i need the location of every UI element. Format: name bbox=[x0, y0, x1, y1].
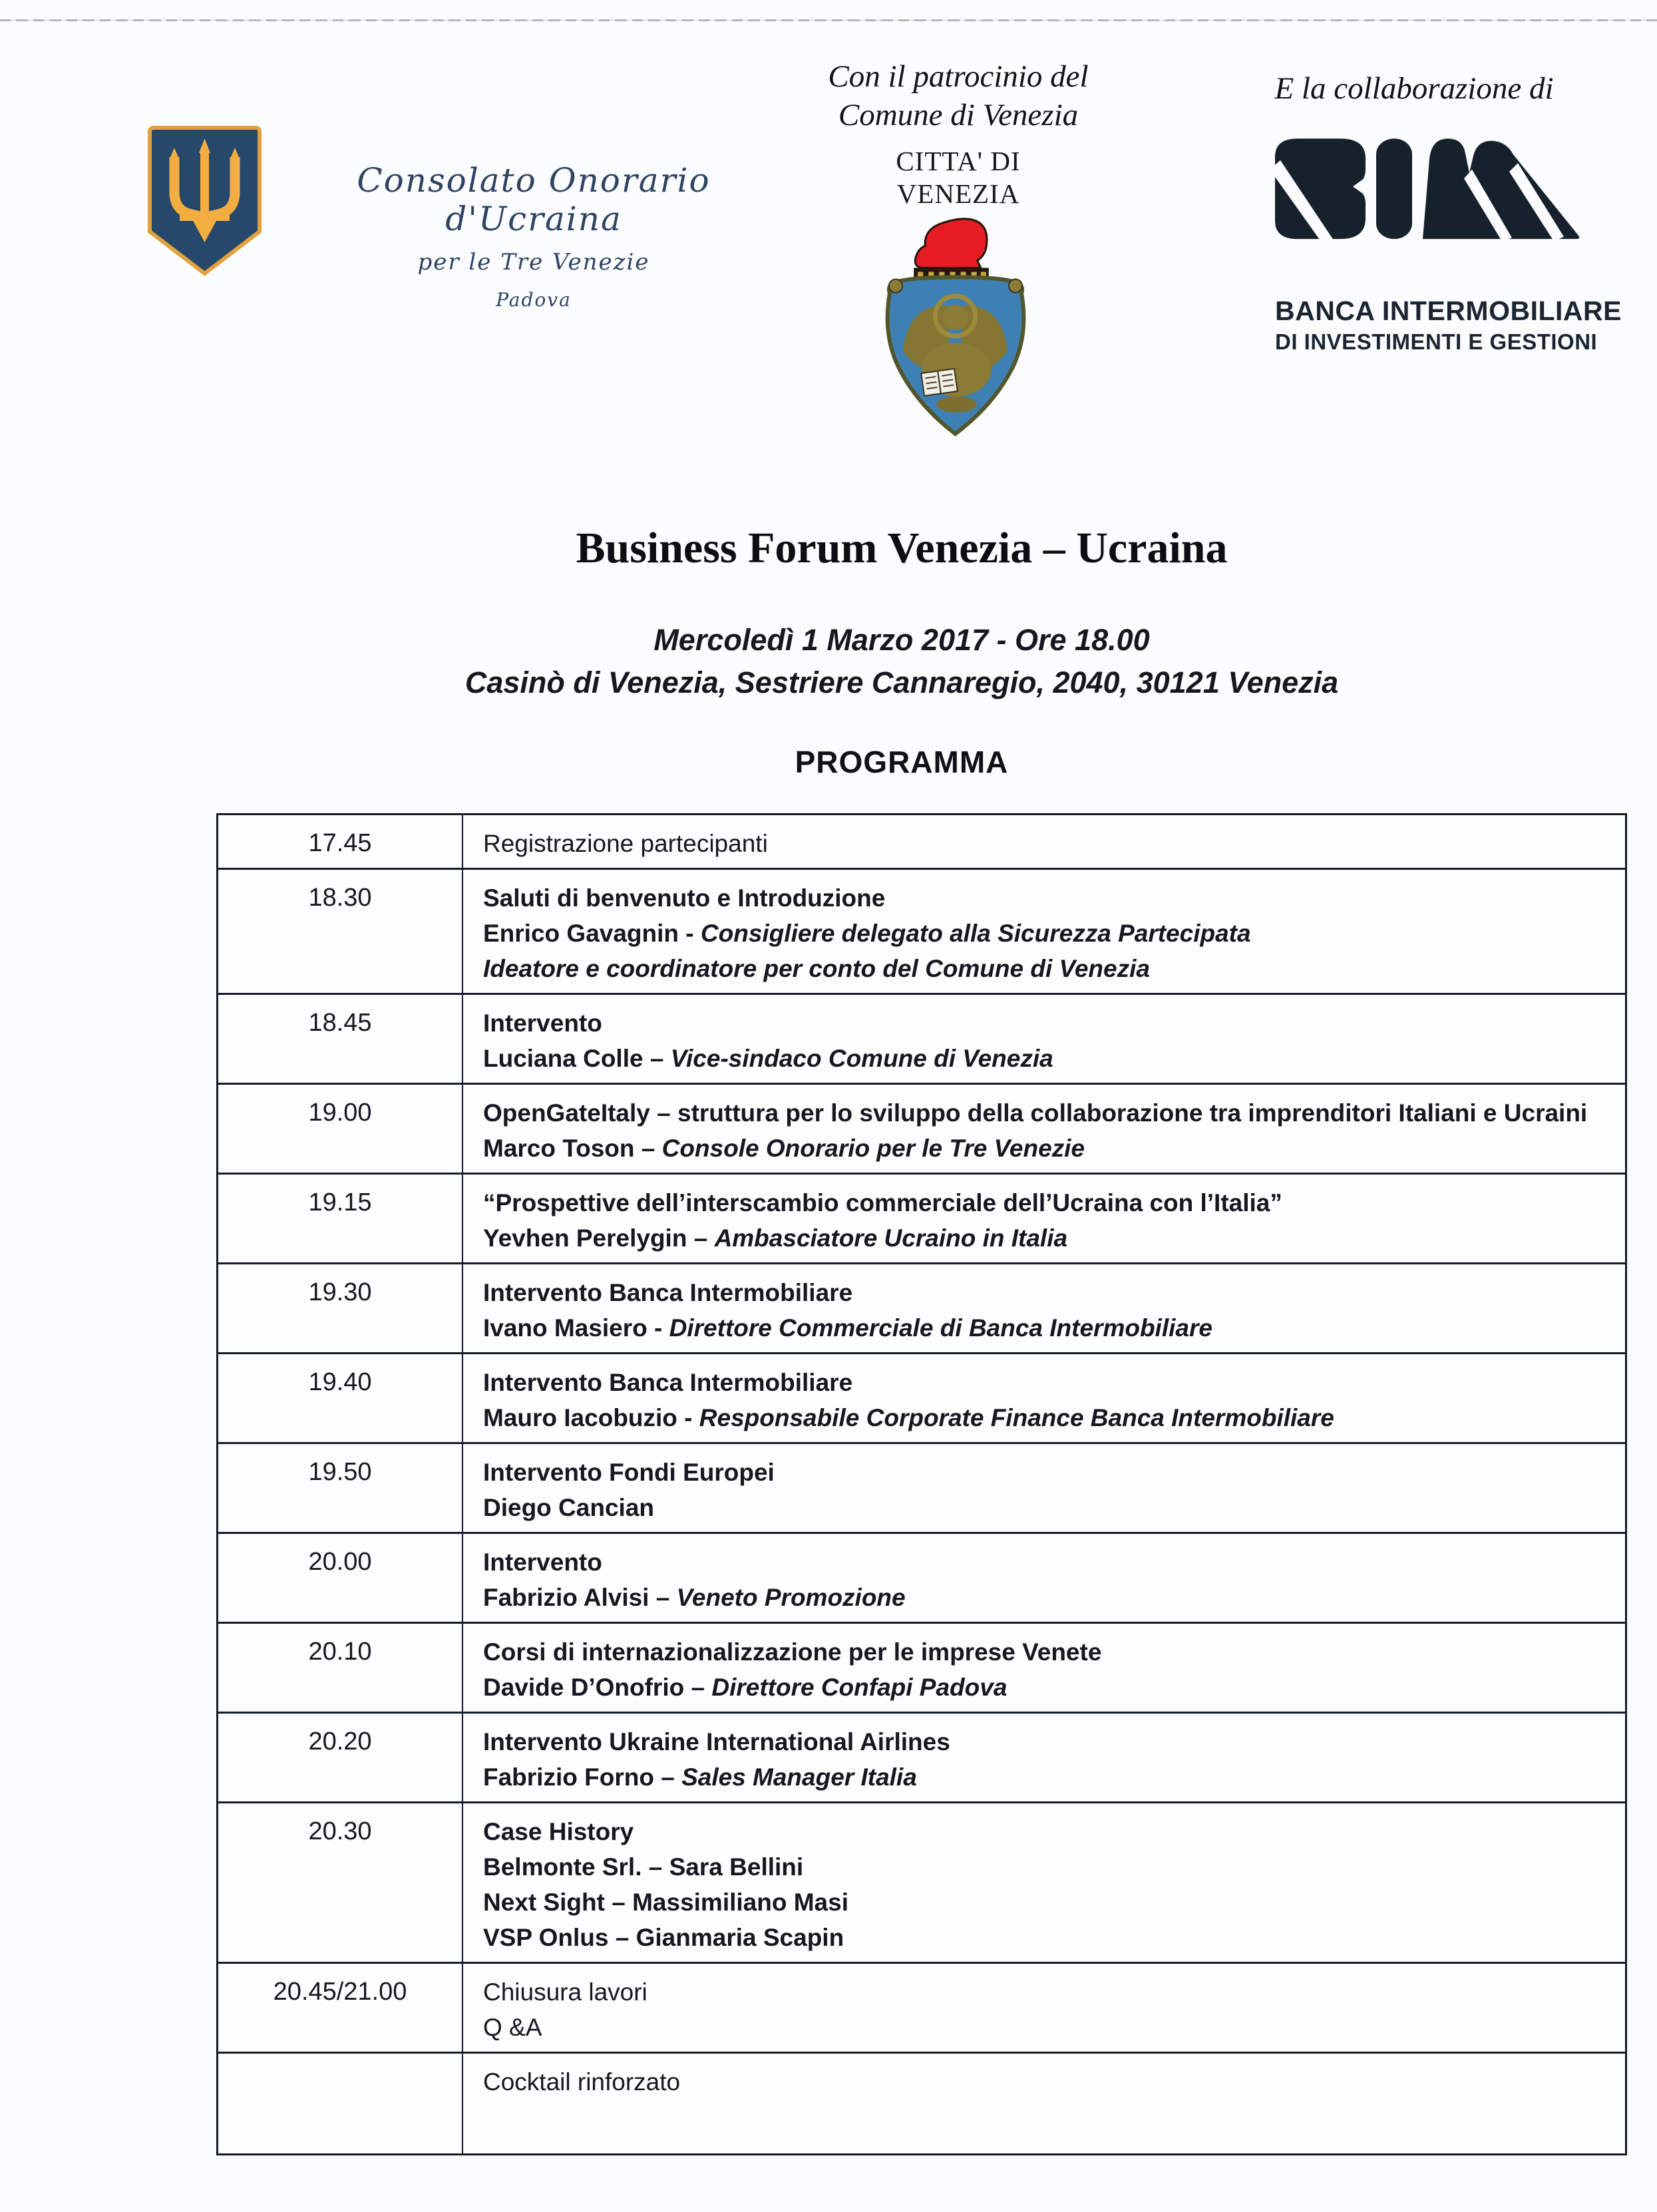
text-segment: Vice-sindaco Comune di Venezia bbox=[670, 1045, 1053, 1072]
description-line bbox=[483, 2010, 1616, 2045]
description-cell bbox=[463, 1444, 1625, 1532]
description-line bbox=[483, 2064, 1616, 2100]
text-segment: Intervento Fondi Europei bbox=[483, 1459, 775, 1486]
schedule-row bbox=[218, 1803, 1625, 1964]
time-cell: 20.30 bbox=[218, 1803, 463, 1962]
text-segment: Registrazione partecipanti bbox=[483, 830, 768, 857]
description-line bbox=[483, 1490, 1616, 1525]
venice-coat-of-arms-icon bbox=[880, 210, 1031, 445]
text-segment: Mauro Iacobuzio - bbox=[483, 1404, 699, 1431]
schedule-row bbox=[218, 1175, 1625, 1264]
schedule-row bbox=[218, 1354, 1625, 1444]
description-cell bbox=[463, 1714, 1625, 1801]
description-line bbox=[483, 1006, 1616, 1041]
text-segment: Chiusura lavori bbox=[483, 1978, 647, 2006]
text-segment: Luciana Colle – bbox=[483, 1045, 671, 1072]
time-cell: 20.10 bbox=[218, 1624, 463, 1712]
description-line bbox=[483, 951, 1616, 986]
text-segment: Veneto Promozione bbox=[676, 1584, 906, 1611]
text-segment: Marco Toson – bbox=[483, 1135, 662, 1162]
description-line bbox=[483, 1670, 1616, 1705]
text-segment: Yevhen Perelygin – bbox=[483, 1224, 715, 1252]
text-segment: Console Onorario per le Tre Venezie bbox=[661, 1135, 1085, 1162]
time-cell bbox=[218, 2054, 463, 2153]
schedule-row bbox=[218, 1264, 1625, 1354]
schedule-row bbox=[218, 870, 1625, 995]
bank-name-line2: DI INVESTIMENTI E GESTIONI bbox=[1275, 329, 1598, 354]
time-cell: 19.00 bbox=[218, 1085, 463, 1173]
text-segment: Ideatore e coordinatore per conto del Comune di Venezia bbox=[483, 955, 1150, 982]
description-line bbox=[483, 880, 1616, 916]
citta-di-venezia-label bbox=[759, 145, 1158, 210]
description-cell bbox=[463, 2054, 1625, 2153]
time-cell: 19.30 bbox=[218, 1264, 463, 1352]
text-segment: Ambasciatore Ucraino in Italia bbox=[714, 1224, 1068, 1252]
collaboration-text: E la collaborazione di bbox=[1274, 71, 1554, 106]
description-cell bbox=[463, 1085, 1625, 1173]
description-line bbox=[483, 1220, 1616, 1256]
time-cell: 18.30 bbox=[218, 870, 463, 993]
description-cell bbox=[463, 1964, 1625, 2052]
description-line bbox=[483, 1275, 1616, 1310]
consulate-city: Padova bbox=[496, 289, 572, 311]
event-date: Mercoledì 1 Marzo 2017 - Ore 18.00 bbox=[653, 623, 1150, 657]
time-cell: 20.20 bbox=[218, 1714, 463, 1801]
time-cell: 17.45 bbox=[218, 815, 463, 868]
consulate-title-block bbox=[287, 161, 780, 311]
description-line bbox=[483, 1131, 1616, 1166]
description-cell bbox=[463, 1624, 1625, 1712]
description-line bbox=[483, 1455, 1616, 1490]
bim-logo-icon bbox=[1268, 132, 1581, 244]
description-line bbox=[483, 1724, 1616, 1759]
text-segment: Consigliere delegato alla Sicurezza Partecipata bbox=[700, 920, 1251, 947]
time-cell: 19.50 bbox=[218, 1444, 463, 1532]
text-segment: Diego Cancian bbox=[483, 1494, 654, 1521]
schedule-row bbox=[218, 1444, 1625, 1534]
text-segment: Responsabile Corporate Finance Banca Intermobiliare bbox=[699, 1404, 1334, 1431]
text-segment: Intervento Ukraine International Airlines bbox=[483, 1728, 950, 1755]
text-segment: Belmonte Srl. – Sara Bellini bbox=[483, 1853, 804, 1881]
text-segment: Next Sight – Massimiliano Masi bbox=[483, 1889, 848, 1916]
patronage-line2: Comune di Venezia bbox=[838, 98, 1079, 132]
schedule-row bbox=[218, 1534, 1625, 1624]
text-segment: Enrico Gavagnin - bbox=[483, 920, 701, 947]
text-segment: Case History bbox=[483, 1818, 634, 1845]
description-cell bbox=[463, 995, 1625, 1083]
schedule-row bbox=[218, 815, 1625, 870]
schedule-row bbox=[218, 1964, 1625, 2054]
text-segment: Intervento Banca Intermobiliare bbox=[483, 1279, 853, 1306]
time-cell: 18.45 bbox=[218, 995, 463, 1083]
schedule-table bbox=[216, 813, 1627, 2155]
text-segment: Q &A bbox=[483, 2014, 542, 2041]
text-segment: Saluti di benvenuto e Introduzione bbox=[483, 884, 886, 912]
text-segment: Ivano Masiero - bbox=[483, 1314, 669, 1342]
text-segment: Cocktail rinforzato bbox=[483, 2068, 681, 2096]
text-segment: Fabrizio Alvisi – bbox=[483, 1584, 677, 1611]
description-line bbox=[483, 1759, 1616, 1795]
text-segment: Direttore Commerciale di Banca Intermobiliare bbox=[669, 1314, 1212, 1342]
citta-line2: VENEZIA bbox=[896, 178, 1020, 209]
text-segment: Direttore Confapi Padova bbox=[711, 1674, 1008, 1701]
description-line bbox=[483, 1545, 1616, 1580]
consulate-region: per le Tre Venezie bbox=[417, 249, 650, 276]
description-line bbox=[483, 1849, 1616, 1885]
text-segment: OpenGateItaly – struttura per lo sviluppo della collaborazione tra imprenditori Italiani e Ucraini bbox=[483, 1099, 1588, 1127]
time-cell: 19.40 bbox=[218, 1354, 463, 1442]
text-segment: “Prospettive dell’interscambio commerciale dell’Ucraina con l’Italia” bbox=[483, 1189, 1282, 1216]
text-segment: Intervento bbox=[483, 1549, 602, 1576]
description-line bbox=[483, 1920, 1616, 1955]
text-segment: Fabrizio Forno – bbox=[483, 1763, 682, 1791]
schedule-row bbox=[218, 1714, 1625, 1803]
description-cell bbox=[463, 1534, 1625, 1622]
description-cell bbox=[463, 1803, 1625, 1962]
description-line bbox=[483, 916, 1616, 951]
description-line bbox=[483, 1310, 1616, 1346]
patronage-line1: Con il patrocinio del bbox=[828, 59, 1089, 94]
time-cell: 20.00 bbox=[218, 1534, 463, 1622]
schedule-row bbox=[218, 2054, 1625, 2153]
schedule-row bbox=[218, 1085, 1625, 1175]
text-segment: Corsi di internazionalizzazione per le imprese Venete bbox=[483, 1638, 1102, 1666]
ukraine-trident-emblem-icon bbox=[144, 125, 265, 277]
bank-name-line1: BANCA INTERMOBILIARE bbox=[1275, 295, 1622, 326]
schedule-row bbox=[218, 1624, 1625, 1714]
description-line bbox=[483, 1400, 1616, 1435]
description-line bbox=[483, 1974, 1616, 2010]
event-date-location bbox=[196, 619, 1607, 704]
schedule-row bbox=[218, 995, 1625, 1085]
time-cell: 20.45/21.00 bbox=[218, 1964, 463, 2052]
description-line bbox=[483, 1634, 1616, 1670]
description-line bbox=[483, 1580, 1616, 1615]
description-line bbox=[483, 1095, 1616, 1131]
description-cell bbox=[463, 1175, 1625, 1262]
description-line bbox=[483, 826, 1616, 861]
event-location: Casinò di Venezia, Sestriere Cannaregio, 2040, 30121 Venezia bbox=[464, 665, 1339, 699]
scan-artifact-line bbox=[0, 19, 1657, 21]
text-segment: VSP Onlus – Gianmaria Scapin bbox=[483, 1924, 844, 1951]
description-line bbox=[483, 1185, 1616, 1220]
bank-name-block bbox=[1275, 295, 1648, 355]
description-cell bbox=[463, 870, 1625, 993]
description-line bbox=[483, 1814, 1616, 1849]
description-cell bbox=[463, 1354, 1625, 1442]
page-title: Business Forum Venezia – Ucraina bbox=[576, 524, 1228, 572]
text-segment: Intervento Banca Intermobiliare bbox=[483, 1369, 853, 1396]
citta-line1: CITTA' DI bbox=[896, 146, 1021, 176]
description-cell bbox=[463, 815, 1625, 868]
description-line bbox=[483, 1041, 1616, 1076]
patronage-text bbox=[759, 57, 1158, 134]
text-segment: Intervento bbox=[483, 1010, 602, 1037]
text-segment: Davide D’Onofrio – bbox=[483, 1674, 712, 1701]
program-heading: PROGRAMMA bbox=[795, 745, 1009, 779]
description-cell bbox=[463, 1264, 1625, 1352]
time-cell: 19.15 bbox=[218, 1175, 463, 1262]
text-segment: Sales Manager Italia bbox=[681, 1763, 917, 1791]
consulate-name: Consolato Onorario d'Ucraina bbox=[357, 161, 711, 238]
description-line bbox=[483, 1365, 1616, 1400]
description-line bbox=[483, 1885, 1616, 1920]
